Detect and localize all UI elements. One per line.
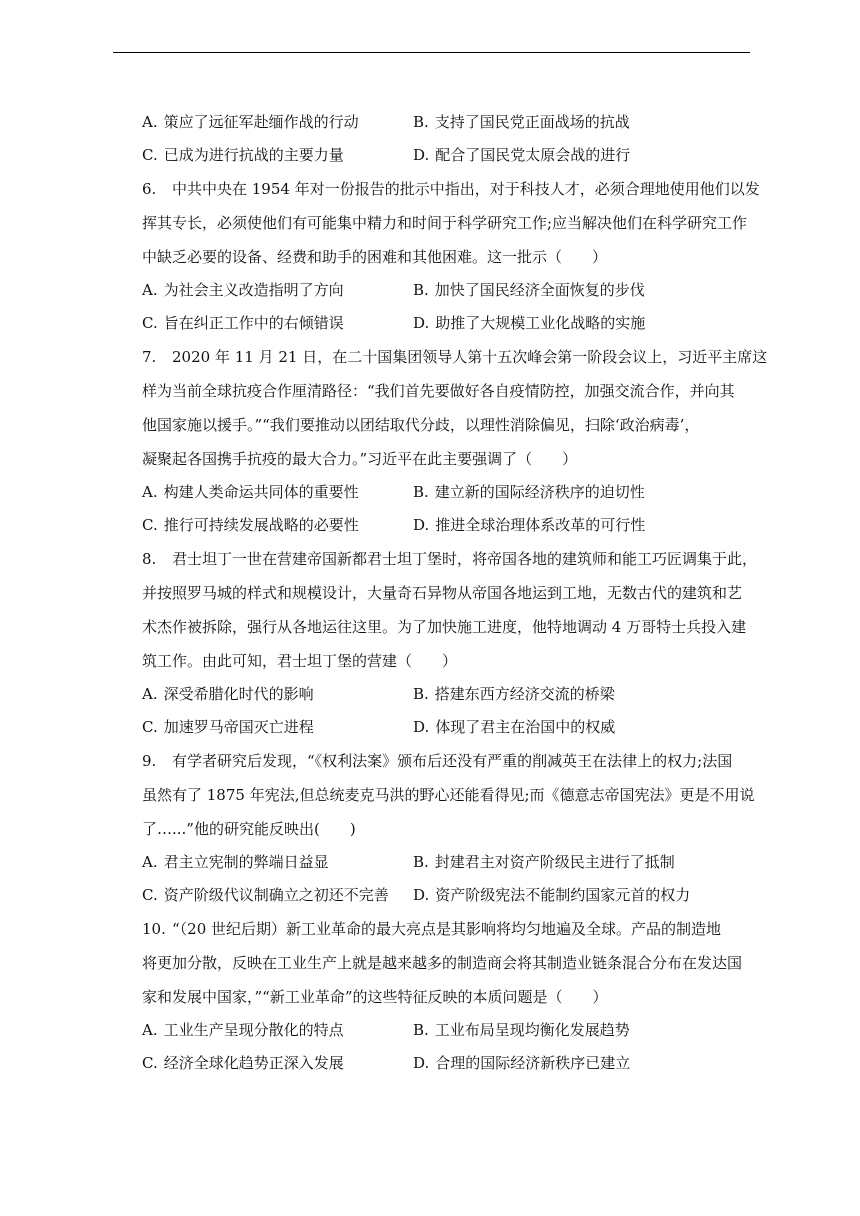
question-line: 家和发展中国家，”“新工业革命”的这些特征反映的本质问题是（ ） (142, 988, 608, 1006)
option-letter: C. (142, 886, 158, 904)
option-text: 已成为进行抗战的主要力量 (163, 146, 344, 164)
option-letter: D. (413, 1054, 430, 1072)
question-line (142, 912, 762, 946)
option-c (142, 1047, 413, 1080)
option-letter: A. (142, 685, 158, 703)
option-letter: B. (413, 685, 429, 703)
option-letter: C. (142, 146, 158, 164)
option-letter: A. (142, 483, 158, 501)
question-number: 10. (142, 920, 166, 938)
option-row (142, 879, 762, 912)
question-line (142, 744, 762, 778)
option-b (413, 476, 645, 509)
option-b (413, 846, 675, 879)
question-line (142, 172, 762, 206)
option-row (142, 509, 762, 542)
option-text: 旨在纠正工作中的右倾错误 (163, 314, 344, 332)
option-text: 合理的国际经济新秩序已建立 (435, 1054, 631, 1072)
option-letter: D. (413, 718, 430, 736)
option-letter: D. (413, 516, 430, 534)
header-rule (113, 52, 750, 53)
question-number: 9. (142, 752, 157, 770)
option-letter: B. (413, 113, 429, 131)
option-a (142, 1014, 413, 1047)
option-letter: B. (413, 1021, 429, 1039)
option-text: 经济全球化趋势正深入发展 (163, 1054, 344, 1072)
option-text: 搭建东西方经济交流的桥梁 (434, 685, 615, 703)
option-c (142, 307, 413, 340)
option-row (142, 1014, 762, 1047)
option-row (142, 846, 762, 879)
option-text: 工业生产呈现分散化的特点 (163, 1021, 344, 1039)
question-line (142, 340, 768, 374)
option-text: 工业布局呈现均衡化发展趋势 (434, 1021, 630, 1039)
question-text: 中共中央在 1954 年对一份报告的批示中指出，对于科技人才，必须合理地使用他们以发 (172, 180, 760, 198)
option-a (142, 106, 413, 139)
option-a (142, 678, 413, 711)
option-text: 加快了国民经济全面恢复的步伐 (434, 281, 645, 299)
option-d (413, 509, 645, 542)
option-text: 资产阶级宪法不能制约国家元首的权力 (435, 886, 691, 904)
question-number: 7. (142, 348, 157, 366)
option-letter: C. (142, 516, 158, 534)
question-line: 中缺乏必要的设备、经费和助手的困难和其他困难。这一批示（ ） (142, 248, 608, 266)
question-text: 2020 年 11 月 21 日，在二十国集团领导人第十五次峰会第一阶段会议上，习近平主席这 (172, 348, 768, 366)
option-text: 推进全球治理体系改革的可行性 (435, 516, 646, 534)
option-text: 封建君主对资产阶级民主进行了抵制 (434, 853, 675, 871)
question-number: 6. (142, 180, 157, 198)
option-letter: D. (413, 314, 430, 332)
option-letter: B. (413, 853, 429, 871)
option-c (142, 509, 413, 542)
option-row (142, 274, 762, 307)
option-c (142, 139, 413, 172)
option-text: 深受希腊化时代的影响 (163, 685, 314, 703)
option-d (413, 307, 645, 340)
option-row (142, 678, 762, 711)
option-d (413, 1047, 630, 1080)
question-text: 有学者研究后发现，“《权利法案》颁布后还没有严重的削减英王在法律上的权力;法国 (172, 752, 733, 770)
option-d (413, 139, 630, 172)
question-line: 将更加分散，反映在工业生产上就是越来越多的制造商会将其制造业链条混合分布在发达国 (142, 954, 743, 972)
option-text: 体现了君主在治国中的权威 (435, 718, 616, 736)
option-text: 策应了远征军赴缅作战的行动 (163, 113, 359, 131)
option-row (142, 106, 762, 139)
question-line: 了…...”他的研究能反映出( ) (142, 820, 356, 838)
option-text: 配合了国民党太原会战的进行 (435, 146, 631, 164)
option-text: 助推了大规模工业化战略的实施 (435, 314, 646, 332)
option-row (142, 1047, 762, 1080)
option-c (142, 879, 413, 912)
question-line: 他国家施以援手。”“我们要推动以团结取代分歧，以理性消除偏见，扫除‘政治病毒’， (142, 416, 700, 434)
option-letter: A. (142, 281, 158, 299)
option-b (413, 106, 630, 139)
question-line: 凝聚起各国携手抗疫的最大合力。”习近平在此主要强调了（ ） (142, 450, 578, 468)
question-line: 样为当前全球抗疫合作厘清路径：“我们首先要做好各自疫情防控，加强交流合作，并向其 (142, 382, 735, 400)
option-letter: A. (142, 113, 158, 131)
option-letter: B. (413, 483, 429, 501)
question-line: 虽然有了 1875 年宪法,但总统麦克马洪的野心还能看得见;而《德意志帝国宪法》更是不用说 (142, 786, 755, 804)
option-letter: D. (413, 886, 430, 904)
option-letter: B. (413, 281, 429, 299)
option-row (142, 307, 762, 340)
document-body (142, 106, 768, 1080)
option-row (142, 476, 762, 509)
option-a (142, 476, 413, 509)
question-10 (142, 912, 762, 1080)
option-row (142, 139, 762, 172)
option-text: 建立新的国际经济秩序的迫切性 (434, 483, 645, 501)
option-text: 加速罗马帝国灭亡进程 (163, 718, 314, 736)
question-line (142, 542, 762, 576)
option-letter: C. (142, 718, 158, 736)
question-line: 挥其专长，必须使他们有可能集中精力和时间于科学研究工作;应当解决他们在科学研究工作 (142, 214, 748, 232)
question-line: 筑工作。由此可知，君士坦丁堡的营建（ ） (142, 652, 458, 670)
option-text: 君主立宪制的弊端日益显 (163, 853, 329, 871)
question-number: 8. (142, 550, 157, 568)
option-text: 为社会主义改造指明了方向 (163, 281, 344, 299)
option-letter: C. (142, 314, 158, 332)
option-letter: D. (413, 146, 430, 164)
question-6 (142, 172, 762, 340)
option-text: 资产阶级代议制确立之初还不完善 (163, 886, 389, 904)
option-d (413, 879, 690, 912)
question-line: 并按照罗马城的样式和规模设计，大量奇石异物从帝国各地运到工地，无数古代的建筑和艺 (142, 584, 743, 602)
option-text: 支持了国民党正面战场的抗战 (434, 113, 630, 131)
option-b (413, 274, 645, 307)
option-b (413, 678, 615, 711)
question-line: 术杰作被拆除，强行从各地运往这里。为了加快施工进度，他特地调动 4 万哥特士兵投入建 (142, 618, 747, 636)
option-letter: A. (142, 853, 158, 871)
question-8 (142, 542, 762, 744)
question-9 (142, 744, 762, 912)
question-7 (142, 340, 768, 542)
option-a (142, 846, 413, 879)
question-text: 君士坦丁一世在营建帝国新都君士坦丁堡时，将帝国各地的建筑师和能工巧匠调集于此， (172, 550, 758, 568)
option-text: 推行可持续发展战略的必要性 (163, 516, 359, 534)
option-b (413, 1014, 630, 1047)
option-text: 构建人类命运共同体的重要性 (163, 483, 359, 501)
option-c (142, 711, 413, 744)
option-d (413, 711, 615, 744)
option-row (142, 711, 762, 744)
option-a (142, 274, 413, 307)
option-letter: A. (142, 1021, 158, 1039)
question-5-options (142, 106, 762, 172)
option-letter: C. (142, 1054, 158, 1072)
question-text: “（20 世纪后期）新工业革命的最大亮点是其影响将均匀地遍及全球。产品的制造地 (172, 920, 722, 938)
